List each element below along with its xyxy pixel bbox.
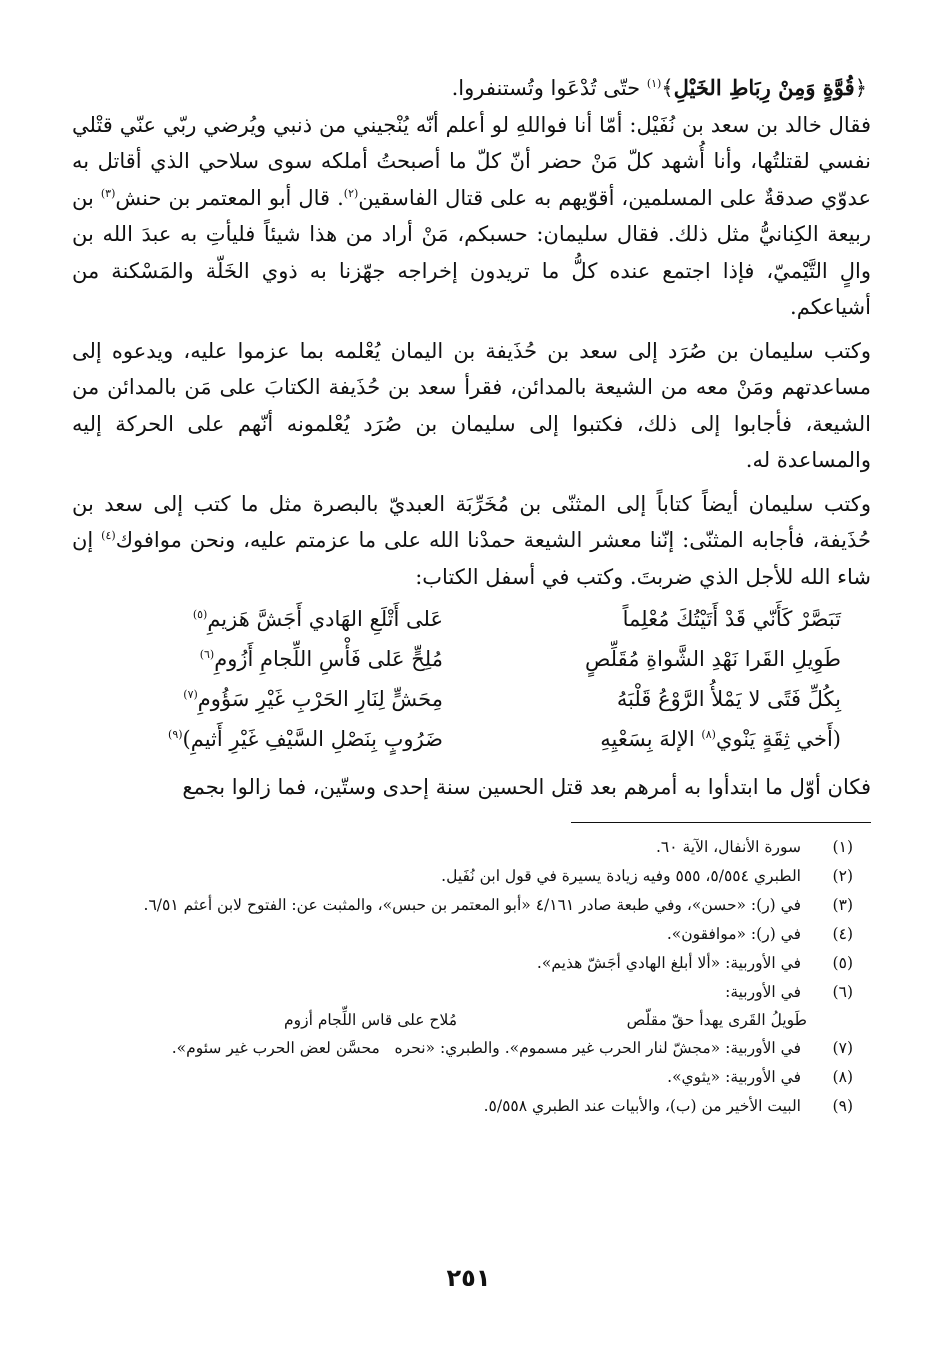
footnote: [72, 978, 871, 1007]
paragraph: [72, 333, 871, 479]
text-run: إن شاء الله للأجل الذي ضربتَ. وكتب في أسفل الكتاب:: [72, 528, 871, 589]
footnote-separator: [571, 822, 871, 823]
verse-second-hemistich: عَلى أَتْلَعِ الهَادي أَجَشَّ هَزيمِ$^{(٥)}$: [192, 607, 443, 631]
footnote-number: (٧): [832, 1038, 853, 1057]
verse-first-hemistich: تَبَصَّرْ كَأَنّي قَدْ أَتَيْتُكَ مُعْلِماً: [622, 607, 841, 631]
page-number: ٢٥١: [446, 1264, 491, 1292]
verse-first-hemistich: طَوِيلِ القَرا نَهْدِ الشَّواةِ مُقَلِّصٍ: [584, 647, 841, 671]
footnote: [72, 891, 871, 920]
verse: [72, 719, 871, 759]
text-run: . قال أبو المعتمر بن حنش: [115, 185, 344, 210]
verse-first-hemistich: (أَخي ثِقَةٍ يَنْوي$^{(٨)}$ الإلهَ بِسَعْيِهِ: [600, 727, 841, 751]
footnote-marker: (٧): [183, 688, 198, 701]
footnote-number: (٤): [832, 924, 853, 943]
footnote-text: في الأوربية:: [725, 982, 801, 1001]
footnote-continuation: محسَّن لعض الحرب غير سئوم».: [171, 1038, 380, 1057]
footnote: [72, 833, 871, 862]
footnote-marker: (٥): [192, 608, 208, 621]
footnotes: [72, 833, 871, 1121]
footnote: [72, 1034, 871, 1063]
footnote-marker: (٩): [168, 728, 183, 741]
footnote-text: سورة الأنفال، الآية ٦٠.: [655, 837, 801, 856]
footnote-text: في الأوربية: «يثوي».: [667, 1067, 801, 1086]
footnote: [72, 1092, 871, 1121]
footnote-number: (٣): [832, 895, 853, 914]
verse-second-hemistich: مُلِحٍّ عَلى فَأْسِ اللِّجامِ أَزُومِ$^{(٦)}$: [199, 647, 443, 671]
text-run: وكتب سليمان أيضاً كتاباً إلى المثنّى بن مُخَرِّبَة العبديّ بالبصرة مثل ما كتب إلى سعد بن حُذَيفة، فأجابه المثنّى: إنّنا معشر الشيعة حمدْنا الله على ما عزمتم عليه، ونحن موافوك: [72, 491, 872, 552]
footnote-number: (٥): [832, 953, 853, 972]
paragraph: [72, 107, 871, 326]
footnote-number: (٨): [832, 1067, 853, 1086]
text-run: وكتب سليمان بن صُرَد إلى سعد بن حُذَيفة بن اليمان يُعْلمه بما عزموا عليه، ويدعوه إلى مساعدتهم ومَنْ معه من الشيعة بالمدائن، فقرأ سعد بن حُذَيفة الكتابَ على مَن بالمدائن من الشيعة، فأجابوا إلى ذلك، فكتبوا إلى سليمان بن صُرَد يُعْلمونه أنّهم على الحركة إليه والمساعدة له.: [72, 338, 871, 472]
verse: [72, 599, 871, 639]
footnote: [72, 1063, 871, 1092]
footnote-text: في الأوربية: «مجشّ لنار الحرب غير مسموم». والطبري: «نحره محسَّن لعض الحرب غير سئوم».: [171, 1038, 801, 1057]
main-text: [72, 70, 871, 595]
footnote-marker: (٨): [701, 728, 716, 741]
footnote-number: (٢): [832, 866, 853, 885]
verse-second-hemistich: مِحَشٍّ لِنَارِ الحَرْبِ غَيْرِ سَؤُومِ$^{(٧)}$: [183, 687, 443, 711]
footnote-text: البيت الأخير من (ب)، والأبيات عند الطبري ٥/٥٥٨.: [483, 1096, 801, 1115]
footnote: [72, 920, 871, 949]
paragraph: فكان أوّل ما ابتدأوا به أمرهم بعد قتل الحسين سنة إحدى وستّين، فما زالوا بجمع: [182, 775, 871, 799]
text-run: حتّى تُدْعَوا وتُستنفروا.: [451, 76, 647, 100]
paragraph: [72, 70, 871, 107]
footnote-verse: [72, 1007, 871, 1034]
footnote-number: (٩): [832, 1096, 853, 1115]
footnote: [72, 949, 871, 978]
text-run: ﴿: [854, 76, 867, 100]
footnote-text: الطبري ٥/٥٥٤، ٥٥٥ وفيه زيادة يسيرة في قول ابن نُفَيل.: [441, 866, 801, 885]
footnote-number: (٦): [832, 982, 853, 1001]
verse: [72, 679, 871, 719]
footnote-marker: (٤): [101, 529, 116, 542]
footnote-number: (١): [832, 837, 853, 856]
footnote-text: في (ر): «حسن»، وفي طبعة صادر ٤/١٦١ «أبو المعتمر بن حبس»، والمثبت عن: الفتوح لابن أعثم ٦/٥١.: [143, 895, 801, 914]
footnote-verse-first: طَويلُ القَرى يهدأ حقّ مقلّص: [626, 1010, 807, 1029]
footnote-marker: (٢): [343, 186, 359, 200]
paragraph: [72, 486, 871, 596]
text-run: ﴾: [661, 76, 674, 100]
verse-second-hemistich: ضَرُوبٍ بِنَصْلِ السَّيْفِ غَيْرِ أَثيمِ)$^{(٩)}$: [168, 727, 443, 751]
text-run: بن ربيعة الكِنانيُّ مثل ذلك. فقال سليمان: حسبكم، مَنْ أراد من هذا شيئاً فليأتِ به عبدَ الله بن والٍ التَّيْميّ، فإذا اجتمع عنده كلُّ ما تريدون إخراجه جهّزنا به ذوي الخَلّة والمَسْكنة من أشياعكم.: [72, 185, 871, 319]
footnote: [72, 862, 871, 891]
footnote-marker: (١): [646, 77, 662, 90]
text-run: فقال خالد بن سعد بن نُفَيْل: أمّا أنا فواللهِ لو أعلم أنّه يُنْجيني من ذنبي ويُرضي ربّي عنّي قتْلي نفسي لقتلتُها، وأنا أُشهد كلّ مَنْ حضر أنّ كلّ ما أصبحتُ أملكه سوى سلاحي الذي أقاتل به عدوّي صدقةٌ على المسلمين، أقوّيهم به على قتال الفاسقين: [72, 112, 871, 210]
verse-first-hemistich: بِكُلِّ فَتًى لا يَمْلأُ الرَّوْعُ قَلْبَهُ: [616, 687, 841, 711]
closing-text: [72, 769, 871, 806]
poem: [72, 599, 871, 759]
quran-quote: قُوَّةٍ وَمِنْ رِبَاطِ الخَيْلِ: [673, 75, 855, 100]
footnote-marker: (٣): [100, 186, 116, 200]
footnote-text: في الأوربية: «ألا أبلغ الهادي أجَشّ هذيم».: [536, 953, 801, 972]
footnote-text: في (ر): «موافقون».: [666, 924, 801, 943]
footnote-verse-second: مُلاح على قاس اللِّجام أزوم: [284, 1010, 457, 1029]
verse: [72, 639, 871, 679]
footnote-marker: (٦): [199, 648, 215, 661]
